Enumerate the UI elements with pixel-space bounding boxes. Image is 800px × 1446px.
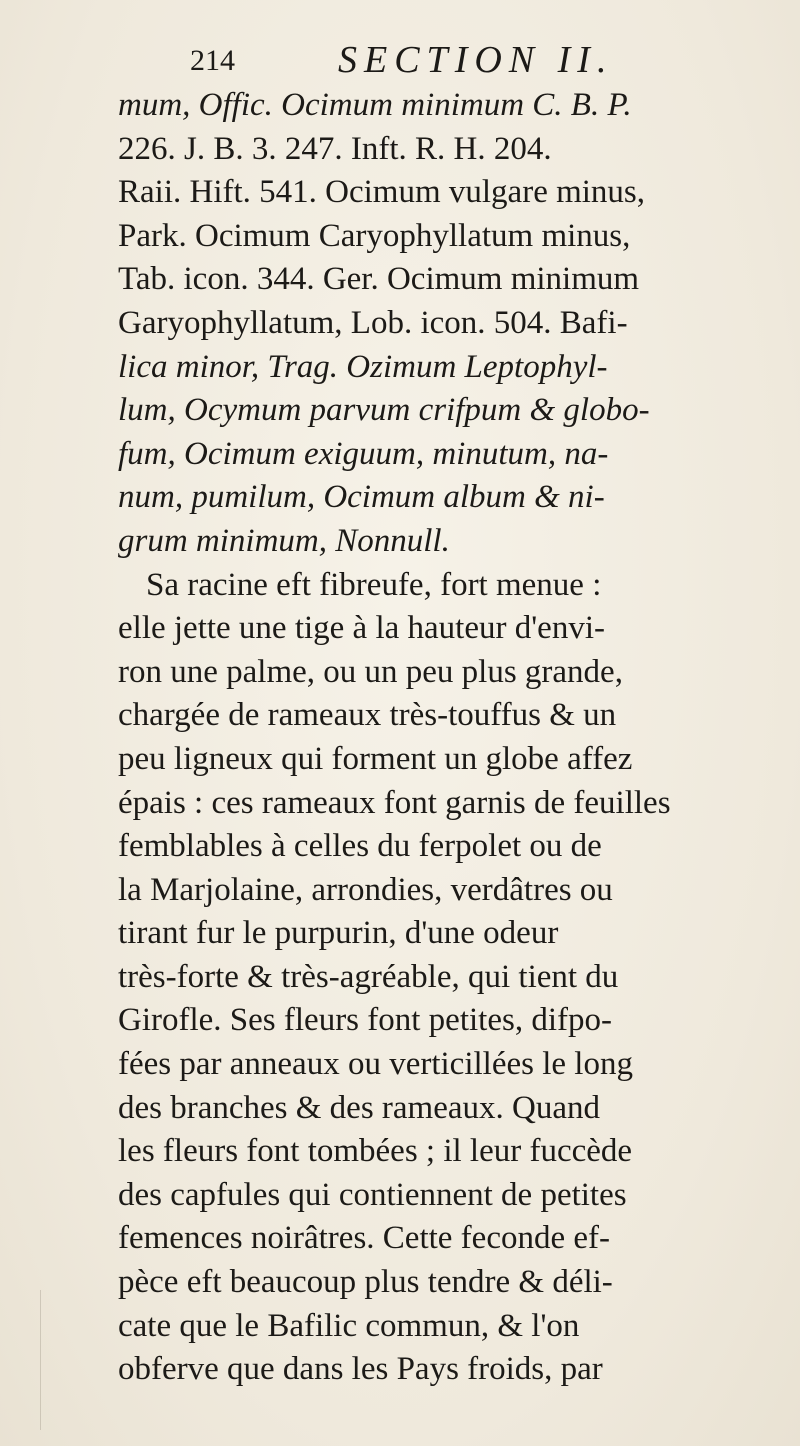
text-line: chargée de rameaux très-touffus & un [118,697,617,734]
text-line: la Marjolaine, arrondies, verdâtres ou [118,871,613,908]
text-line: Girofle. Ses fleurs font petites, difpo- [118,1002,612,1039]
text-line: des branches & des rameaux. Quand [118,1089,600,1126]
text-line: Raii. Hift. 541. Ocimum vulgare minus, [118,174,646,211]
text-line: femblables à celles du ferpolet ou de [118,828,602,865]
text-line: femences noirâtres. Cette feconde ef- [118,1220,610,1257]
text-line: Garyophyllatum, Lob. icon. 504. Bafi- [118,304,628,341]
page-edge-mark [40,1290,41,1430]
page-header [190,38,770,86]
text-line: peu ligneux qui forment un globe affez [118,740,633,777]
text-line: num, pumilum, Ocimum album & ni- [118,479,605,516]
text-line: des capfules qui contiennent de petites [118,1176,627,1213]
text-line: Park. Ocimum Caryophyllatum minus, [118,217,631,254]
text-line: elle jette une tige à la hauteur d'envi- [118,610,605,647]
text-line: Tab. icon. 344. Ger. Ocimum minimum [118,261,640,298]
text-line: les fleurs font tombées ; il leur fuccède [118,1133,633,1170]
text-line: mum, Offic. Ocimum minimum C. B. P. [118,87,632,123]
text-line: obferve que dans les Pays froids, par [118,1351,603,1388]
text-line: épais : ces rameaux font garnis de feuilles [118,784,671,821]
body-text [118,84,778,1392]
text-line: tirant fur le purpurin, d'une odeur [118,915,559,952]
text-line: cate que le Bafilic commun, & l'on [118,1307,580,1344]
text-line: lica minor, Trag. Ozimum Leptophyl- [118,348,608,385]
text-line: très-forte & très-agréable, qui tient du [118,958,619,995]
text-line: fum, Ocimum exiguum, minutum, na- [118,435,609,472]
text-line: pèce eft beaucoup plus tendre & déli- [118,1264,613,1301]
text-line: grum minimum, Nonnull. [118,522,450,559]
paragraph-start-line: Sa racine eft fibreufe, fort menue : [146,566,602,603]
running-head: SECTION II. [338,39,614,81]
text-line: fées par anneaux ou verticillées le long [118,1046,633,1083]
text-line: 226. J. B. 3. 247. Inft. R. H. 204. [118,130,552,167]
text-line: lum, Ocymum parvum crifpum & globo- [118,392,650,429]
page-number: 214 [190,44,235,77]
text-line: ron une palme, ou un peu plus grande, [118,653,623,690]
